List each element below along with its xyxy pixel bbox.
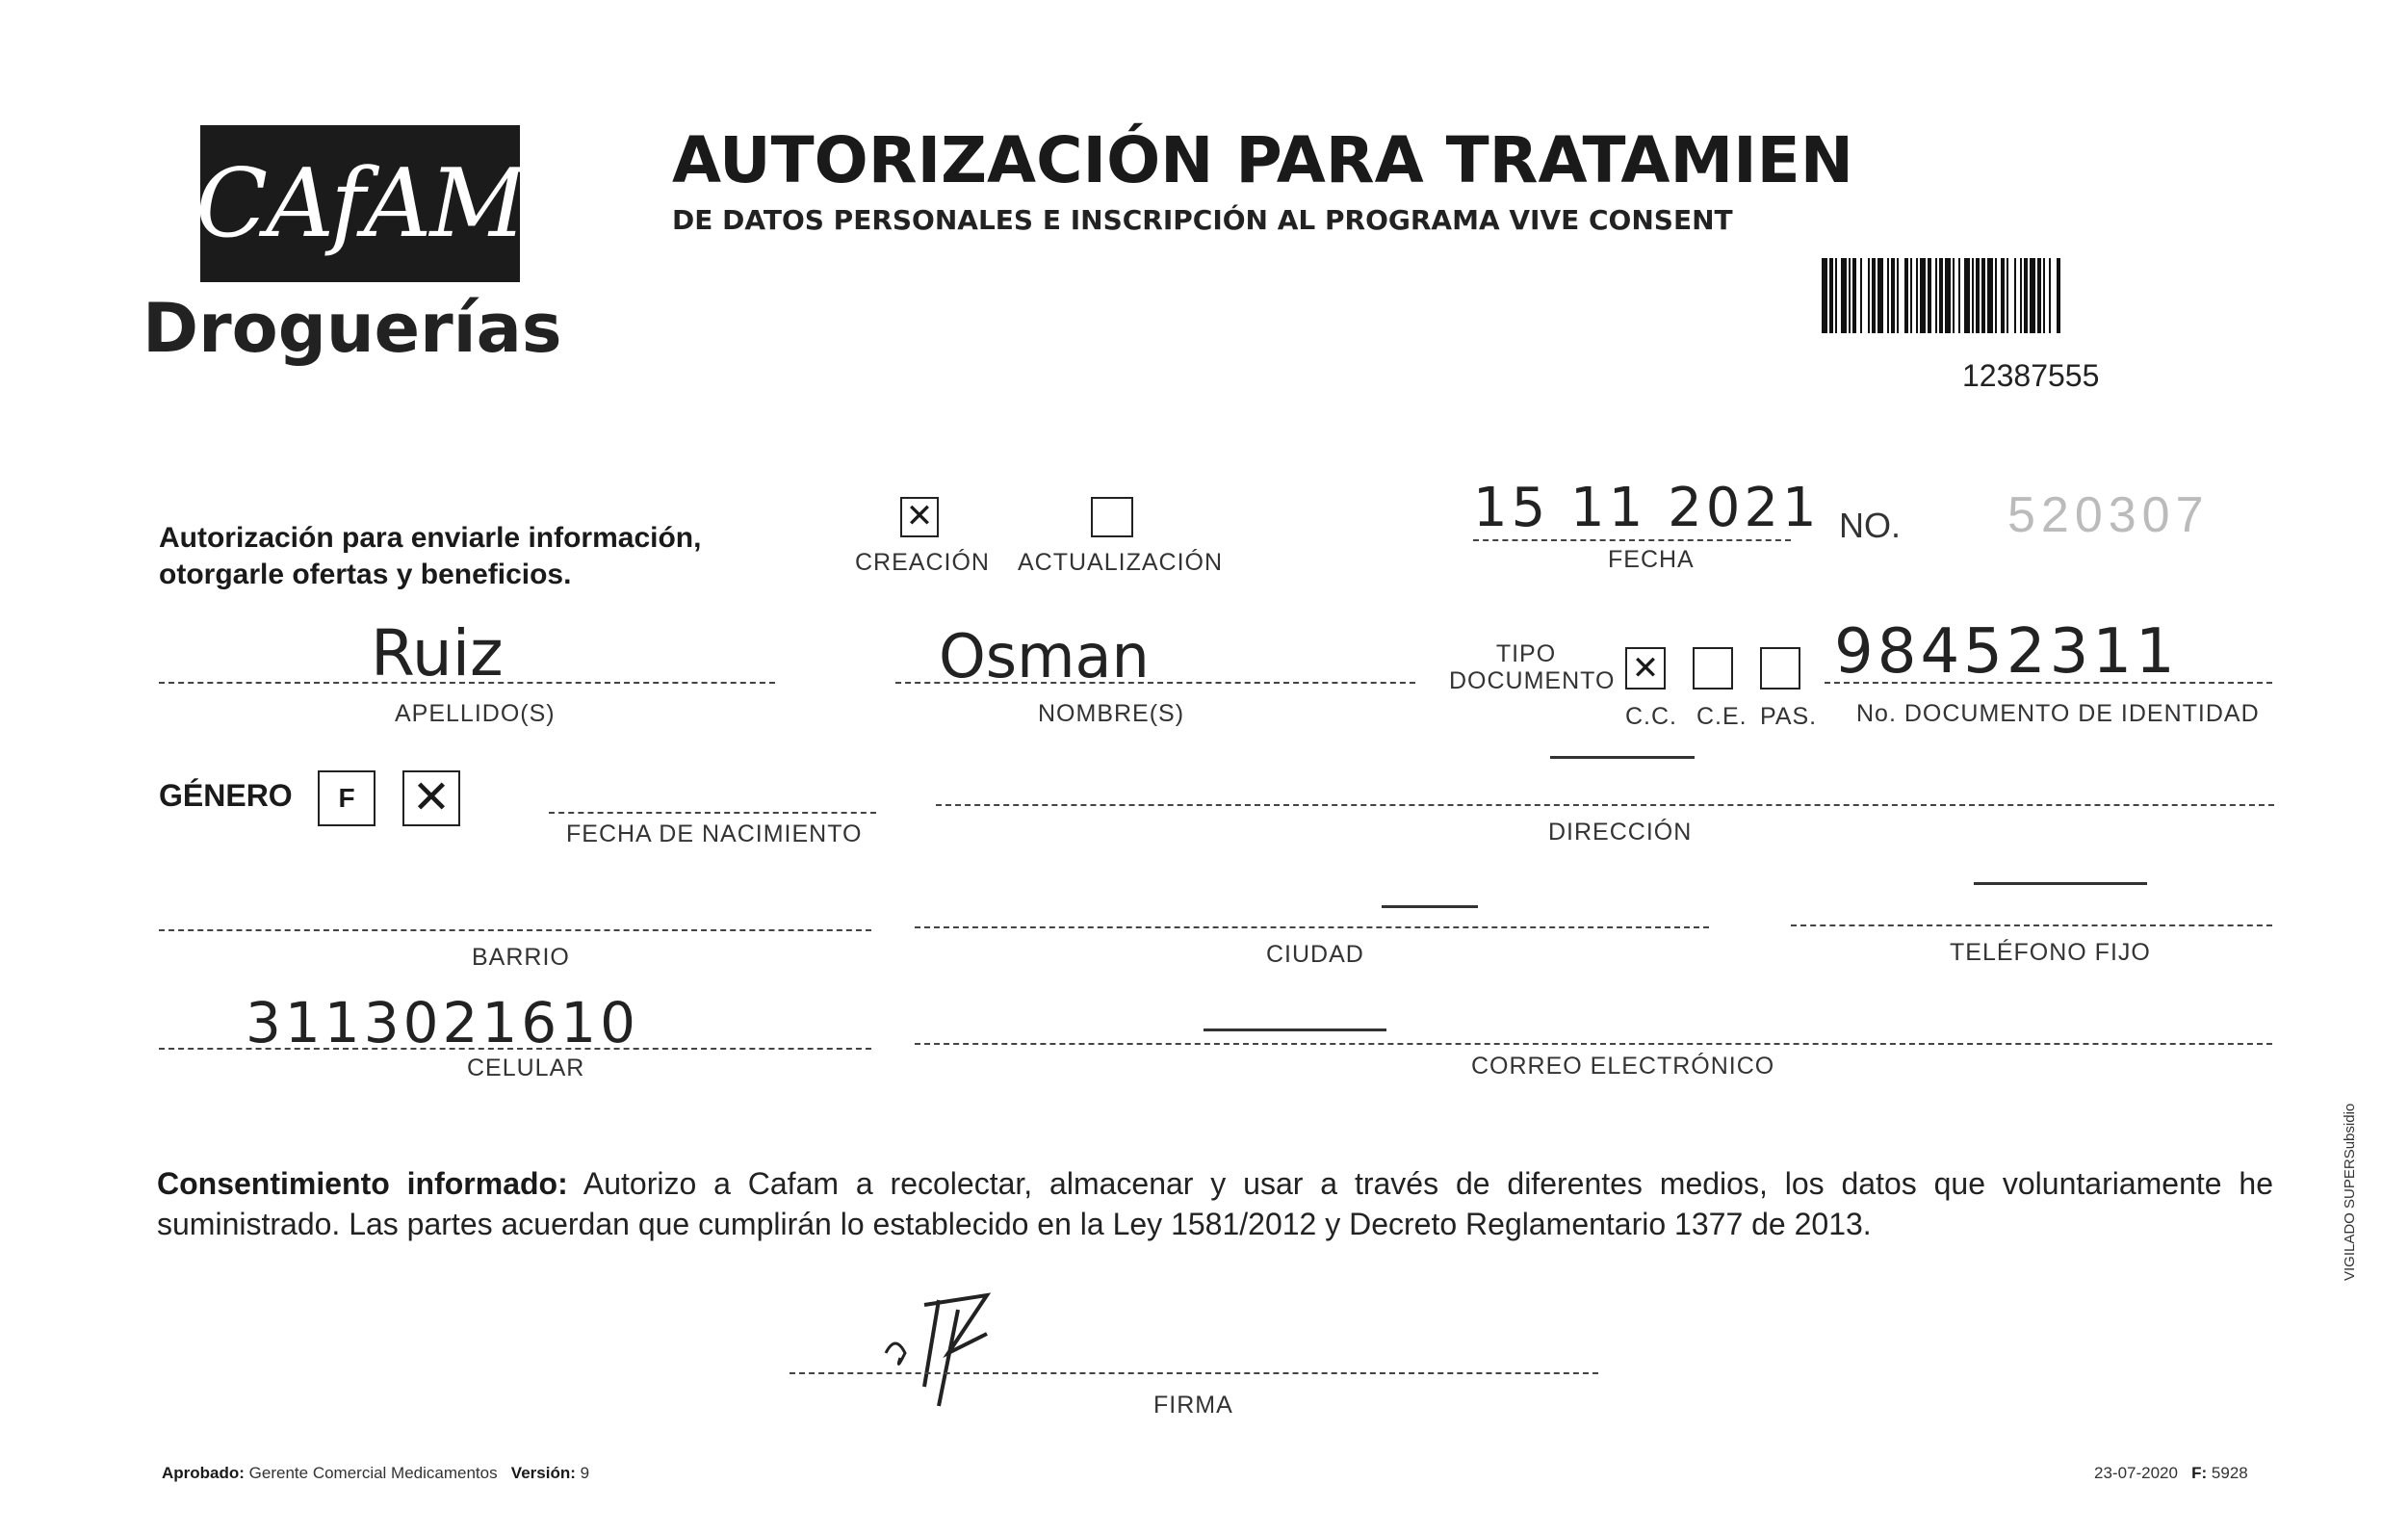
apellidos-label: APELLIDO(S) — [395, 700, 556, 727]
nombres-value: Osman — [939, 621, 1150, 691]
nacimiento-label: FECHA DE NACIMIENTO — [566, 820, 863, 847]
firma-label: FIRMA — [1153, 1392, 1233, 1419]
check-mark-icon: ✕ — [1631, 650, 1660, 687]
barcode-bar — [2060, 258, 2062, 333]
consent-paragraph — [157, 1163, 2273, 1244]
cc-label: C.C. — [1625, 703, 1677, 730]
direccion-label: DIRECCIÓN — [1548, 819, 1693, 846]
barcode — [1822, 258, 2207, 333]
authorization-heading: Autorización para enviarle información, otorgarle ofertas y beneficios. — [159, 522, 702, 590]
footer-left — [162, 1464, 589, 1483]
direccion-line[interactable] — [936, 804, 2274, 806]
form-title: AUTORIZACIÓN PARA TRATAMIEN — [672, 123, 1853, 197]
separator-mark — [1382, 905, 1478, 908]
tipo-documento-label: TIPO DOCUMENTO — [1449, 640, 1616, 694]
logo-text: CAfAM — [195, 148, 525, 259]
version-value: 9 — [580, 1464, 590, 1482]
vigilado-text: VIGILADO SUPERSubsidio — [2342, 1103, 2358, 1281]
cc-checkbox[interactable] — [1625, 647, 1666, 690]
pas-checkbox[interactable] — [1760, 647, 1800, 690]
genero-label: GÉNERO — [159, 778, 293, 813]
fecha-value: 15 11 2021 — [1473, 477, 1821, 539]
logo — [195, 125, 525, 282]
no-label: NO. — [1839, 506, 1902, 545]
correo-line[interactable] — [915, 1043, 2272, 1045]
ciudad-label: CIUDAD — [1266, 941, 1364, 968]
separator-mark — [1974, 882, 2147, 885]
footer-right — [2094, 1464, 2248, 1483]
nombres-label: NOMBRE(S) — [1038, 700, 1185, 727]
celular-value: 3113021610 — [246, 990, 640, 1055]
documento-value: 98452311 — [1834, 616, 2179, 688]
nombres-line[interactable] — [895, 682, 1415, 684]
creacion-checkbox[interactable] — [900, 497, 939, 537]
correo-label: CORREO ELECTRÓNICO — [1471, 1053, 1775, 1080]
genero-f-checkbox[interactable]: F — [318, 770, 375, 826]
barcode-number: 12387555 — [1962, 358, 2100, 393]
form-value: 5928 — [2211, 1464, 2248, 1482]
actualizacion-checkbox[interactable] — [1091, 497, 1133, 537]
consent-heading: Consentimiento informado: — [157, 1166, 568, 1201]
brand-name: Droguerías — [142, 289, 562, 368]
barrio-label: BARRIO — [472, 944, 570, 971]
telefono-line[interactable] — [1791, 924, 2272, 926]
genero-m-checkbox[interactable] — [402, 770, 460, 826]
check-mark-icon: ✕ — [411, 772, 452, 823]
footer-date: 23-07-2020 — [2094, 1464, 2178, 1482]
fecha-line — [1473, 539, 1791, 541]
separator-mark — [1204, 1028, 1386, 1031]
telefono-label: TELÉFONO FIJO — [1950, 939, 2151, 966]
aprobado-label: Aprobado: — [162, 1464, 245, 1482]
ce-label: C.E. — [1696, 703, 1748, 730]
documento-label: No. DOCUMENTO DE IDENTIDAD — [1856, 700, 2260, 727]
creacion-label: CREACIÓN — [855, 549, 990, 576]
pas-label: PAS. — [1760, 703, 1818, 730]
apellidos-value: Ruiz — [371, 616, 504, 690]
barrio-line[interactable] — [159, 929, 871, 931]
documento-line[interactable] — [1825, 682, 2272, 684]
aprobado-value: Gerente Comercial Medicamentos — [248, 1464, 498, 1482]
celular-line[interactable] — [159, 1048, 871, 1050]
celular-label: CELULAR — [467, 1054, 585, 1081]
fecha-label: FECHA — [1608, 546, 1695, 573]
version-label: Versión: — [510, 1464, 576, 1482]
apellidos-line[interactable] — [159, 682, 775, 684]
signature-image — [867, 1271, 1059, 1416]
no-value: 520307 — [2007, 487, 2210, 543]
consent-text: Autorizo a Cafam a recolectar, almacenar y usar a través de diferentes medios, los datos que voluntariamente he suministrado. Las partes acuerdan que cumplirán lo establecido en la Ley 1581/2012 y Decreto Reglamentario 1377 de 2013. — [157, 1166, 2274, 1241]
firma-line[interactable] — [790, 1372, 1598, 1374]
check-mark-icon: ✕ — [905, 498, 934, 534]
form-label: F: — [2191, 1464, 2208, 1482]
form-subtitle: DE DATOS PERSONALES E INSCRIPCIÓN AL PROGRAMA VIVE CONSENT — [672, 204, 1733, 236]
ce-checkbox[interactable] — [1693, 647, 1733, 690]
ciudad-line[interactable] — [915, 926, 1709, 928]
actualizacion-label: ACTUALIZACIÓN — [1018, 549, 1224, 576]
nacimiento-line[interactable] — [549, 812, 876, 814]
separator-mark — [1550, 756, 1695, 759]
